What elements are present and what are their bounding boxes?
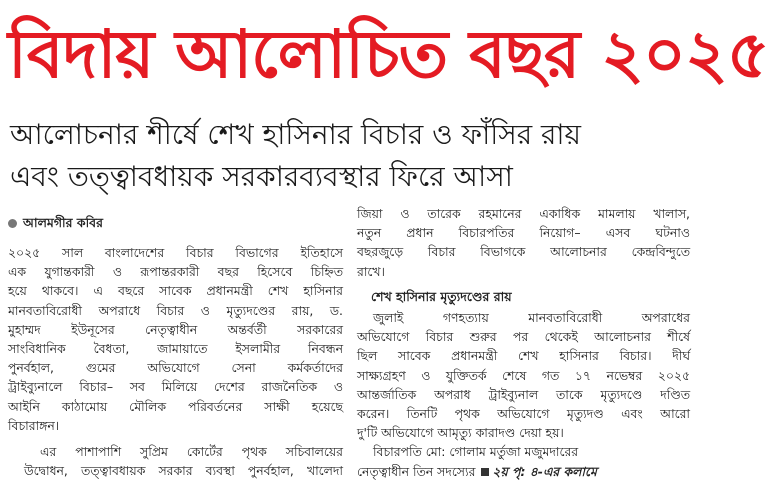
text-line: দু'টি অভিযোগে আমৃত্যু কারাদণ্ড দেয়া হয়।: [357, 425, 564, 441]
text-line-with-jump: [357, 462, 690, 481]
author-name: আলমগীর কবির: [23, 215, 103, 231]
headline: বিদায় আলোচিত বছর ২০২৫: [8, 16, 769, 93]
text-line: রাখে।: [357, 263, 385, 279]
byline: [8, 213, 343, 233]
subheadline-line-2: এবং তত্ত্বাবধায়ক সরকারব্যবস্থার ফিরে আসা: [10, 160, 513, 193]
text-line: সাক্ষ্যগ্রহণ ও যুক্তিতর্ক শেষে গত ১৭ নভেম্বর ২০২৫: [357, 367, 690, 383]
text-line: উদ্বোধন, তত্ত্বাবধায়ক সরকার ব্যবস্থা পুনর্বহাল, খালেদা: [24, 463, 343, 479]
text-line: বিচারপতি মো: গোলাম মর্তুজা মজুমদারের: [373, 444, 579, 460]
article-column-right: [357, 204, 690, 481]
text-line: আইনি কাঠামোয় মৌলিক পরিবর্তনের সাক্ষী হয়েছে: [8, 398, 343, 414]
text-line: বিচারাঙ্গন।: [8, 417, 60, 433]
section-heading: শেখ হাসিনার মৃত্যুদণ্ডের রায়: [371, 288, 512, 304]
text-line: সাংবিধানিক বৈধতা, জামায়াতে ইসলামীর নিবন্ধন: [8, 341, 343, 357]
text-line: জিয়া ও তারেক রহমানের একাধিক মামলায় খালাস,: [357, 206, 690, 221]
continuation-link[interactable]: ২য় পৃ: ৪-এর কলামে: [492, 463, 597, 479]
text-line: এর পাশাপাশি সুপ্রিম কোর্টের পৃথক সচিবালয়ের: [40, 444, 343, 460]
paragraph: [357, 308, 690, 442]
text-line: মুহাম্মদ ইউনূসের নেতৃত্বাধীন অন্তর্বর্তী সরকারের: [8, 321, 343, 337]
text-line: অভিযোগে বিচার শুরুর পর থেকেই আলোচনার শীর্ষে: [357, 329, 690, 345]
text-line: আন্তর্জাতিক অপরাধ ট্রাইব্যুনাল তাকে মৃত্যুদণ্ডে দণ্ডিত: [357, 386, 690, 402]
paragraph: [8, 442, 343, 480]
subheadline-line-1: আলোচনার শীর্ষে শেখ হাসিনার বিচার ও ফাঁসির রায়: [10, 118, 582, 151]
text-fragment: নেতৃত্বাধীন তিন সদস্যের: [357, 463, 476, 479]
text-line: এক যুগান্তকারী ও রূপান্তরকারী বছর হিসেবে চিহ্নিত: [8, 264, 343, 280]
text-line: ছিল সাবেক প্রধানমন্ত্রী শেখ হাসিনার বিচার। দীর্ঘ: [357, 348, 690, 364]
text-line: নতুন প্রধান বিচারপতির নিয়োগ– এসব ঘটনাও: [357, 225, 690, 241]
text-line: জুলাই গণহত্যায় মানবতাবিরোধী অপরাধের: [373, 310, 690, 326]
paragraph: [357, 442, 690, 480]
text-line: পুনর্বহাল, গুমের অভিযোগে সেনা কর্মকর্তাদের: [8, 360, 343, 376]
bullet-icon: [8, 219, 17, 228]
text-line: ট্রাইব্যুনালে বিচার– সব মিলিয়ে দেশের রাজনৈতিক ও: [8, 379, 343, 395]
paragraph: [357, 204, 690, 281]
subheadline: [10, 114, 690, 198]
paragraph: [8, 243, 343, 435]
text-line: ২০২৫ সাল বাংলাদেশের বিচার বিভাগের ইতিহাসে: [8, 245, 343, 260]
text-line: হয়ে থাকবে। এ বছরে সাবেক প্রধানমন্ত্রী শেখ হাসিনার: [8, 283, 343, 299]
text-line: বছরজুড়ে বিচার বিভাগকে আলোচনার কেন্দ্রবিন্দুতে: [357, 244, 690, 260]
article-column-left: [8, 213, 343, 480]
text-line: করেন। তিনটি পৃথক অভিযোগে মৃত্যুদণ্ড এবং আরো: [357, 406, 690, 422]
text-line: মানবতাবিরোধী অপরাধে বিচার ও মৃত্যুদণ্ডের রায়, ড.: [8, 302, 343, 318]
square-icon: [481, 468, 489, 476]
